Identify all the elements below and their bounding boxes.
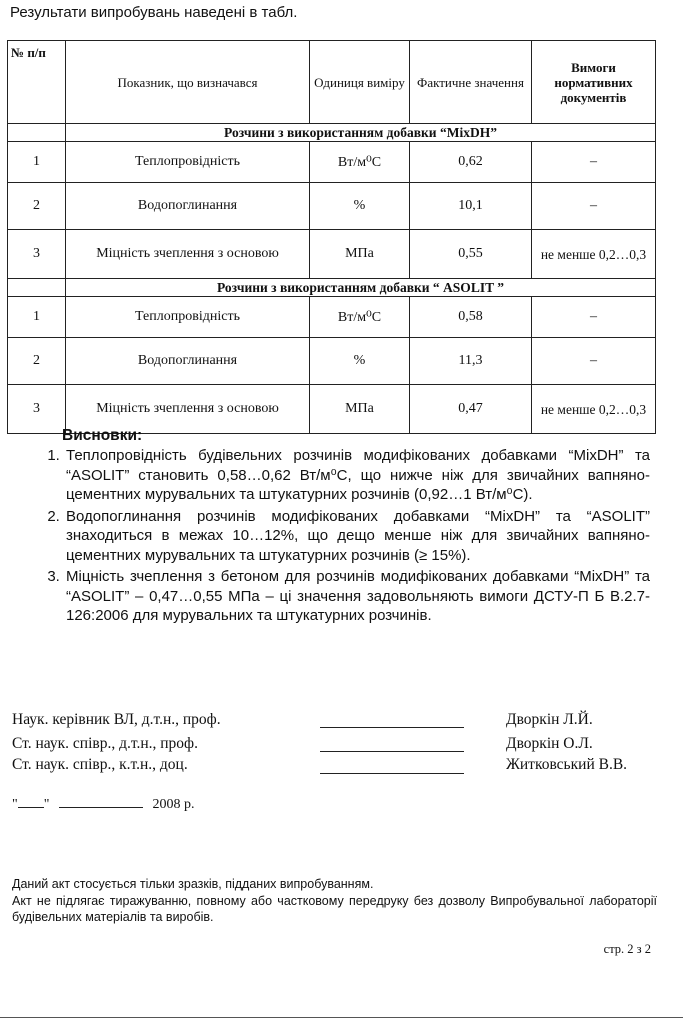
signature-line — [320, 751, 464, 752]
signature-name: Дворкін Л.Й. — [506, 711, 593, 728]
signature-line — [320, 727, 464, 728]
row-indicator: Теплопровідність — [66, 297, 310, 338]
intro-text: Результати випробувань наведені в табл. — [10, 4, 298, 21]
row-requirement — [532, 385, 656, 434]
row-value: 0,62 — [410, 142, 532, 183]
row-indicator: Водопоглинання — [66, 338, 310, 385]
day-blank — [18, 795, 44, 808]
row-requirement: – — [532, 142, 656, 183]
row-unit: МПа — [310, 230, 410, 279]
row-unit: МПа — [310, 385, 410, 434]
month-blank — [59, 795, 143, 808]
table-row — [8, 297, 656, 338]
table-row — [8, 142, 656, 183]
section-title-row — [8, 124, 656, 142]
section-title-asolit: Розчини з використанням добавки “ ASOLIT ” — [66, 279, 656, 297]
requirement-text: не менше 0,2…0,3 — [540, 246, 647, 262]
row-value: 0,58 — [410, 297, 532, 338]
row-value: 11,3 — [410, 338, 532, 385]
section-title-mixdh: Розчини з використанням добавки “MixDH” — [66, 124, 656, 142]
row-unit: % — [310, 338, 410, 385]
row-unit: Вт/м⁰С — [310, 297, 410, 338]
signature-role: Ст. наук. співр., к.т.н., доц. — [12, 756, 188, 773]
table-row — [8, 230, 656, 279]
row-unit: % — [310, 183, 410, 230]
conclusion-item: 2. Водопоглинання розчинів модифікованих добавками “MixDH” та “ASOLIT” знаходиться в межах 10…12%, що дещо менше ніж для звичайних вапняно-цементних мурувальних та штукатурних розчинів (≥ 15%). — [64, 507, 650, 566]
conclusions-list — [12, 446, 650, 628]
row-num: 2 — [8, 338, 66, 385]
row-value: 10,1 — [410, 183, 532, 230]
row-num: 1 — [8, 297, 66, 338]
row-num: 1 — [8, 142, 66, 183]
row-indicator: Міцність зчеплення з основою — [66, 385, 310, 434]
row-indicator: Теплопровідність — [66, 142, 310, 183]
header-unit: Одиниця виміру — [310, 41, 410, 124]
signature-name: Житковський В.В. — [506, 756, 628, 773]
signature-role: Наук. керівник ВЛ, д.т.н., проф. — [12, 711, 221, 728]
results-table — [7, 40, 656, 434]
disclaimer-line-2: Акт не підлягає тиражуванню, повному або частковому передруку без дозволу Випробувальної лабораторії будівельних матеріалів та виробів. — [12, 894, 657, 924]
row-value: 0,47 — [410, 385, 532, 434]
row-requirement: – — [532, 183, 656, 230]
conclusion-item: 3. Міцність зчеплення з бетоном для розчинів модифікованих добавками “MixDH” та “ASOLIT” – 0,47…0,55 МПа – ці значення задовольняють вимоги ДСТУ-П Б В.2.7-126:2006 для мурувальних та штукатурних розчинів. — [64, 567, 650, 626]
bottom-rule — [0, 1017, 683, 1018]
header-requirements: Вимоги нормативних документів — [532, 41, 656, 124]
header-actual: Фактичне значення — [410, 41, 532, 124]
header-indicator: Показник, що визначався — [66, 41, 310, 124]
requirement-text: не менше 0,2…0,3 — [540, 401, 647, 417]
row-value: 0,55 — [410, 230, 532, 279]
table-header-row — [8, 41, 656, 124]
signature-name: Дворкін О.Л. — [506, 735, 593, 752]
table-row — [8, 338, 656, 385]
table-row — [8, 183, 656, 230]
row-indicator: Міцність зчеплення з основою — [66, 230, 310, 279]
header-num: № п/п — [8, 41, 66, 124]
row-unit: Вт/м⁰С — [310, 142, 410, 183]
disclaimer-line-1: Даний акт стосується тільки зразків, підданих випробуванням. — [12, 877, 374, 891]
row-num: 3 — [8, 385, 66, 434]
signature-role: Ст. наук. співр., д.т.н., проф. — [12, 735, 198, 752]
row-requirement: – — [532, 338, 656, 385]
row-requirement — [532, 230, 656, 279]
conclusion-item: 1. Теплопровідність будівельних розчинів модифікованих добавками “MixDH” та “ASOLIT” становить 0,58…0,62 Вт/м⁰С, що нижче ніж для звичайних вапняно-цементних мурувальних та штукатурних розчинів (0,92…1 Вт/м⁰С). — [64, 446, 650, 505]
date-line: " " 2008 р. — [12, 797, 195, 812]
page-number: стр. 2 з 2 — [603, 942, 651, 956]
section-title-row — [8, 279, 656, 297]
conclusions-title: Висновки: — [62, 427, 143, 444]
date-year: 2008 р. — [152, 797, 195, 812]
row-requirement: – — [532, 297, 656, 338]
row-num: 2 — [8, 183, 66, 230]
row-num: 3 — [8, 230, 66, 279]
row-indicator: Водопоглинання — [66, 183, 310, 230]
signature-line — [320, 773, 464, 774]
